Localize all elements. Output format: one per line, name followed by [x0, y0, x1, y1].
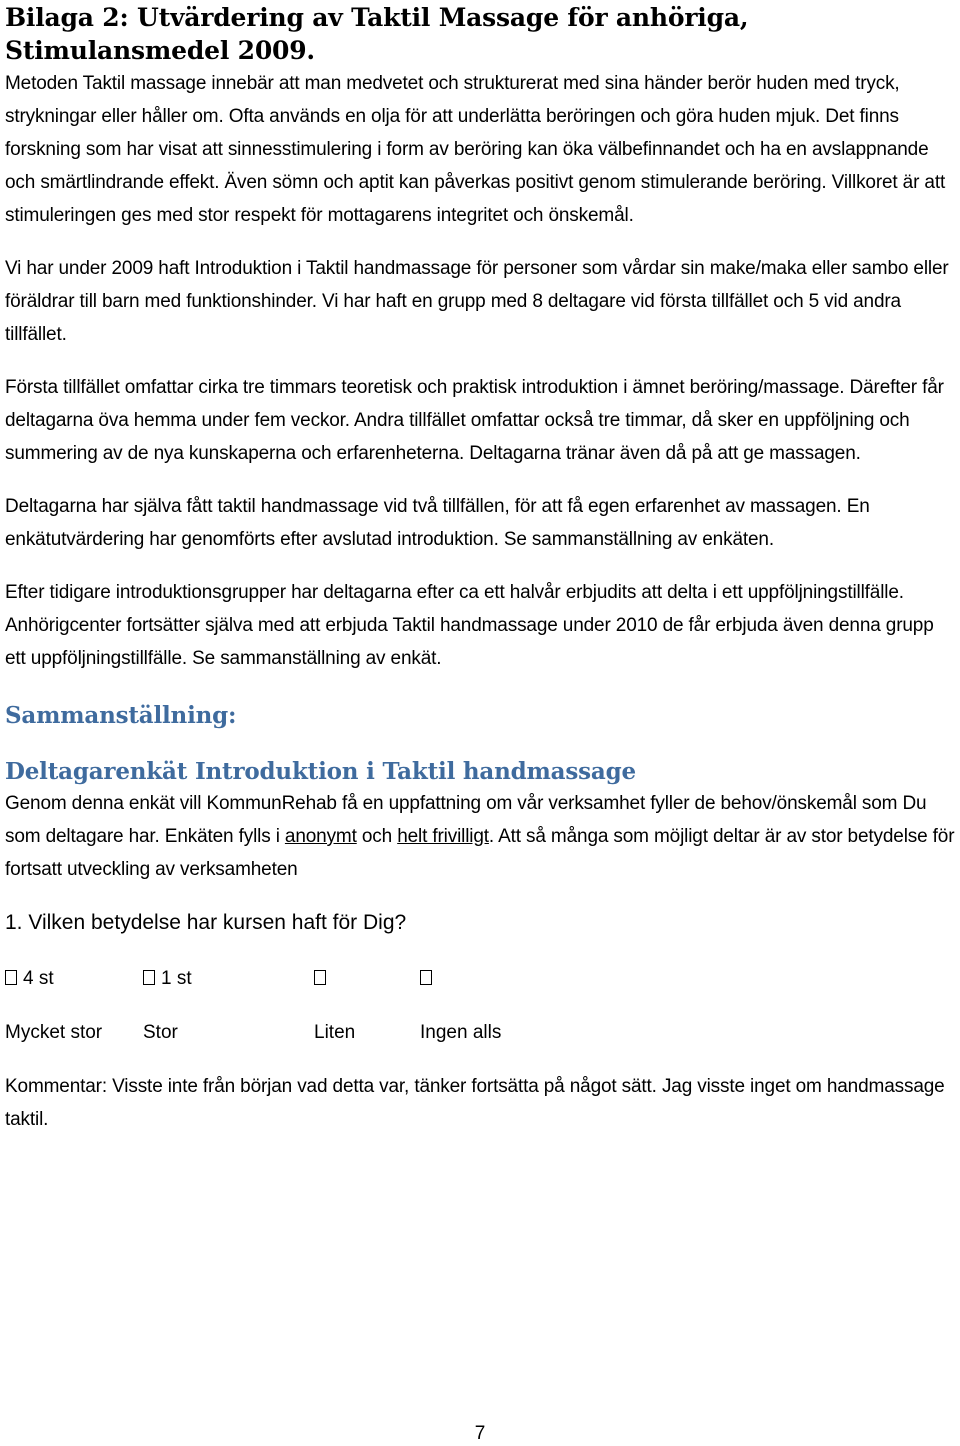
- option-liten: [314, 964, 332, 994]
- option-count: 4 st: [23, 968, 54, 989]
- label-stor: Stor: [143, 1022, 178, 1043]
- heading-summary: Sammanställning:: [5, 702, 237, 729]
- label-mycket-stor: Mycket stor: [5, 1022, 103, 1043]
- survey-intro-part2: . Att så många som möjligt deltar är av stor betydelse för fortsatt utveckling av verksamheten: [5, 826, 955, 880]
- label-ingen-alls: Ingen alls: [420, 1022, 502, 1043]
- document-title: Bilaga 2: Utvärdering av Taktil Massage för anhöriga, Stimulansmedel 2009.: [5, 3, 749, 65]
- paragraph-sessions: Första tillfället omfattar cirka tre timmars teoretisk och praktisk introduktion i ämnet beröring/massage. Därefter får deltagarna öva hemma under fem veckor. Andra tillfället omfattar också tre timmar, då sker en uppföljning och summering av de nya kunskaperna och erfarenheterna. Deltagarna tränar även då på att ge massagen.: [5, 377, 944, 464]
- page-number: 7: [474, 1423, 486, 1444]
- answer-labels: [5, 1018, 957, 1048]
- option-stor: [143, 964, 192, 994]
- survey-question-1: 1. Vilken betydelse har kursen haft för Dig?: [5, 911, 407, 934]
- checkbox-icon: [314, 970, 326, 985]
- checkbox-icon: [143, 970, 155, 985]
- option-mycket-stor: [5, 964, 54, 994]
- survey-intro-och: och: [356, 826, 398, 847]
- survey-comment: Kommentar: Visste inte från början vad detta var, tänker fortsätta på något sätt. Jag visste inget om handmassage taktil.: [5, 1076, 945, 1130]
- survey-intro-anonymt: anonymt: [284, 826, 357, 847]
- paragraph-introduction: Vi har under 2009 haft Introduktion i Taktil handmassage för personer som vårdar sin make/maka eller sambo eller föräldrar till barn med funktionshinder. Vi har haft en grupp med 8 deltagare vid första tillfället och 5 vid andra tillfället.: [5, 258, 949, 345]
- document-page: [5, 0, 957, 1136]
- survey-intro-part1: Genom denna enkät vill KommunRehab få en uppfattning om vår verksamhet fyller de behov/önskemål som Du som deltagare har. Enkäten fylls i: [5, 793, 927, 847]
- paragraph-method: Metoden Taktil massage innebär att man medvetet och strukturerat med sina händer berör huden med tryck, strykningar eller håller om. Ofta används en olja för att underlätta beröringen och göra huden mjuk. Det finns forskning som har visat att sinnesstimulering i form av beröring kan öka välbefinnandet och ha en avslappnande och smärtlindrande effekt. Även sömn och aptit kan påverkas positivt genom stimulerande beröring. Villkoret är att stimuleringen ges med stor respekt för mottagarens integritet och önskemål.: [5, 73, 946, 226]
- checkbox-icon: [5, 970, 17, 985]
- answer-options: [5, 964, 957, 994]
- paragraph-evaluation: Deltagarna har själva fått taktil handmassage vid två tillfällen, för att få egen erfarenhet av massagen. En enkätutvärdering har genomförts efter avslutad introduktion. Se sammanställning av enkäten.: [5, 496, 870, 550]
- option-count: 1 st: [161, 968, 192, 989]
- paragraph-followup: Efter tidigare introduktionsgrupper har deltagarna efter ca ett halvår erbjudits att delta i ett uppföljningstillfälle. Anhörigcenter fortsätter själva med att erbjuda Taktil handmassage under 2010 de får erbjuda även denna grupp ett uppföljningstillfälle. Se sammanställning av enkät.: [5, 582, 934, 669]
- checkbox-icon: [420, 970, 432, 985]
- heading-survey: Deltagarenkät Introduktion i Taktil handmassage: [5, 758, 636, 785]
- survey-intro: [5, 787, 957, 886]
- survey-intro-frivilligt: helt frivilligt: [397, 826, 489, 847]
- label-liten: Liten: [314, 1022, 356, 1043]
- option-ingen-alls: [420, 964, 438, 994]
